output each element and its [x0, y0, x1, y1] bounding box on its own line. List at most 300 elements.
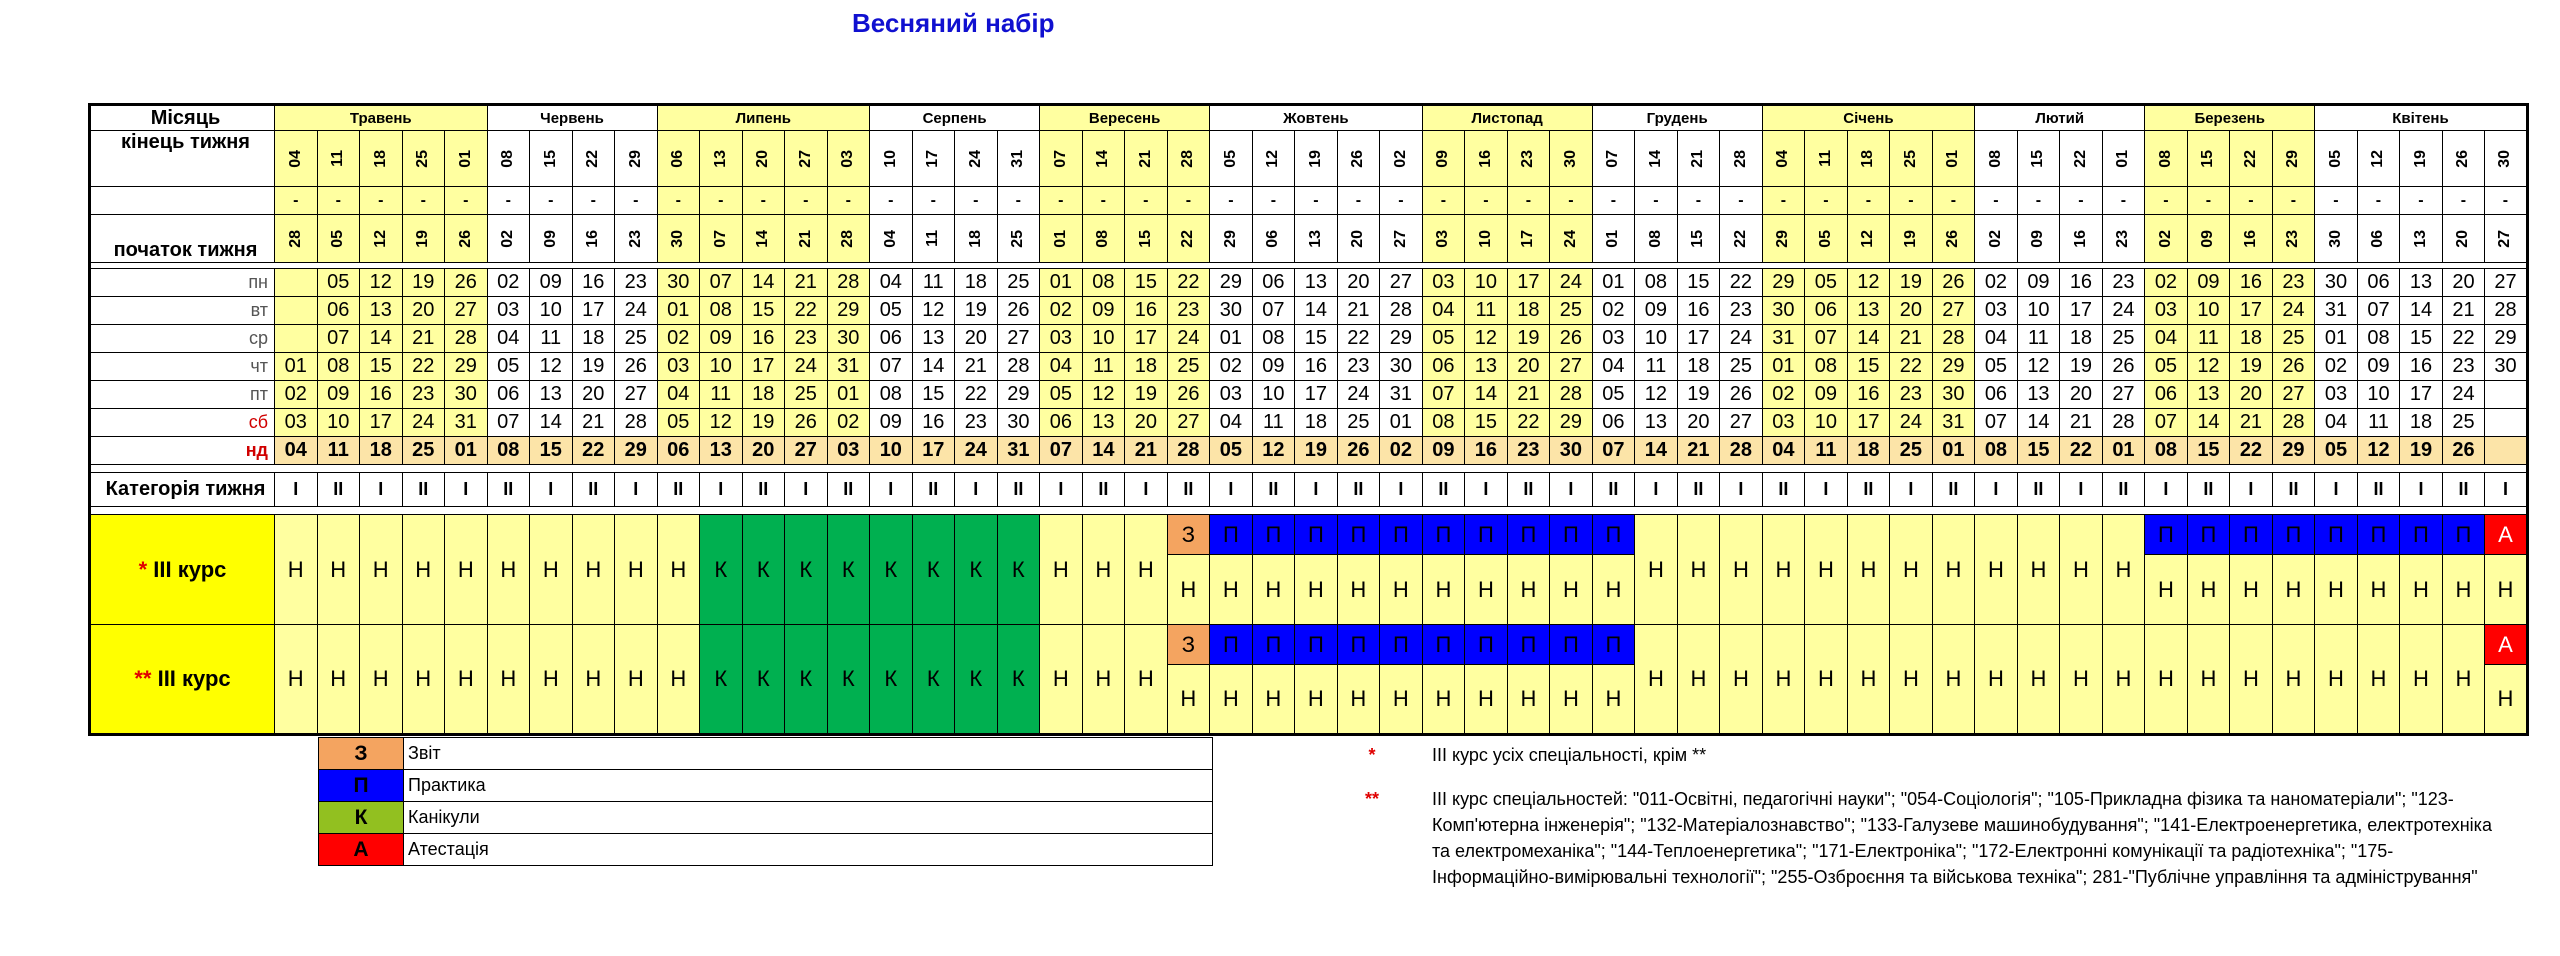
- week-start-cell: [1975, 215, 2018, 263]
- schedule-cell: Н: [657, 515, 700, 625]
- day-cell: 15: [1125, 269, 1168, 297]
- day-cell: 14: [2400, 297, 2443, 325]
- day-cell: 30: [1380, 353, 1423, 381]
- schedule-cell: Н: [2485, 555, 2528, 625]
- schedule-cell: Н: [1635, 515, 1678, 625]
- schedule-cell: П: [1592, 625, 1635, 665]
- day-cell: 02: [657, 325, 700, 353]
- day-cell: 09: [1422, 437, 1465, 465]
- schedule-cell: К: [785, 625, 828, 735]
- schedule-cell: Н: [1337, 555, 1380, 625]
- week-start-cell: [445, 215, 488, 263]
- day-cell: 22: [2442, 325, 2485, 353]
- week-dash-cell: -: [1380, 187, 1423, 215]
- week-end-value: 21: [1689, 149, 1707, 168]
- week-start-cell: [1210, 215, 1253, 263]
- day-cell: 03: [657, 353, 700, 381]
- day-cell: 04: [1040, 353, 1083, 381]
- week-start-cell: [487, 215, 530, 263]
- schedule-cell: Н: [2060, 625, 2103, 735]
- day-cell: 21: [1890, 325, 1933, 353]
- schedule-cell: Н: [2400, 625, 2443, 735]
- day-cell: 30: [827, 325, 870, 353]
- schedule-cell: К: [700, 515, 743, 625]
- week-start-cell: [657, 215, 700, 263]
- week-start-cell: [1592, 215, 1635, 263]
- week-end-value: 14: [1646, 149, 1664, 168]
- day-cell: 02: [2145, 269, 2188, 297]
- day-cell: [2485, 437, 2528, 465]
- day-cell: 04: [1210, 409, 1253, 437]
- day-cell: 26: [1337, 437, 1380, 465]
- schedule-cell: Н: [2315, 555, 2358, 625]
- day-cell: 15: [1677, 269, 1720, 297]
- day-cell: 12: [1082, 381, 1125, 409]
- schedule-cell: К: [827, 515, 870, 625]
- day-cell: 29: [1380, 325, 1423, 353]
- day-cell: 12: [2017, 353, 2060, 381]
- schedule-cell: Н: [2442, 555, 2485, 625]
- week-end-cell: [1040, 131, 1083, 187]
- day-cell: 12: [1252, 437, 1295, 465]
- day-cell: 06: [870, 325, 913, 353]
- day-cell: 09: [1635, 297, 1678, 325]
- week-end-value: 16: [1476, 149, 1494, 168]
- week-end-value: 29: [626, 149, 644, 168]
- footnote: [1352, 742, 2502, 768]
- day-cell: 23: [615, 269, 658, 297]
- day-cell: 14: [1847, 325, 1890, 353]
- week-end-cell: [1762, 131, 1805, 187]
- day-cell: 05: [1210, 437, 1253, 465]
- day-cell: 07: [1422, 381, 1465, 409]
- week-end-value: 08: [499, 149, 517, 168]
- day-cell: 15: [2017, 437, 2060, 465]
- category-cell: I: [2315, 473, 2358, 507]
- category-cell: I: [870, 473, 913, 507]
- day-cell: 19: [2230, 353, 2273, 381]
- schedule-cell: Н: [572, 625, 615, 735]
- day-cell: 06: [2145, 381, 2188, 409]
- schedule-cell: П: [2145, 515, 2188, 555]
- category-cell: II: [1082, 473, 1125, 507]
- week-start-value: 11: [924, 230, 942, 247]
- week-start-value: 23: [2284, 229, 2302, 248]
- day-cell: 29: [827, 297, 870, 325]
- week-end-cell: [2187, 131, 2230, 187]
- week-end-value: 07: [1604, 149, 1622, 168]
- week-start-cell: [1252, 215, 1295, 263]
- day-cell: 24: [955, 437, 998, 465]
- week-dash-cell: -: [572, 187, 615, 215]
- schedule-cell: П: [2187, 515, 2230, 555]
- schedule-cell: Н: [1762, 625, 1805, 735]
- day-cell: 29: [1762, 269, 1805, 297]
- day-cell: 05: [1040, 381, 1083, 409]
- week-dash-cell: -: [2357, 187, 2400, 215]
- category-cell: I: [2145, 473, 2188, 507]
- schedule-cell: Н: [1932, 625, 1975, 735]
- schedule-cell: Н: [1380, 555, 1423, 625]
- week-start-value: 17: [1519, 229, 1537, 248]
- day-cell: 11: [1252, 409, 1295, 437]
- day-cell: 04: [487, 325, 530, 353]
- day-cell: 20: [1677, 409, 1720, 437]
- day-cell: 18: [2230, 325, 2273, 353]
- day-cell: 14: [1635, 437, 1678, 465]
- day-cell: 30: [2315, 269, 2358, 297]
- week-dash-cell: -: [2102, 187, 2145, 215]
- schedule-cell: Н: [1805, 515, 1848, 625]
- week-start-value: 27: [2496, 229, 2514, 248]
- week-start-cell: [2485, 215, 2528, 263]
- legend-code: К: [319, 802, 404, 834]
- schedule-cell: Н: [1762, 515, 1805, 625]
- day-cell: 08: [2145, 437, 2188, 465]
- day-cell: 07: [1040, 437, 1083, 465]
- schedule-cell: П: [1210, 625, 1253, 665]
- schedule-cell: Н: [445, 515, 488, 625]
- week-start-value: 23: [2114, 229, 2132, 248]
- week-dash-cell: -: [360, 187, 403, 215]
- schedule-cell: З: [1167, 515, 1210, 555]
- week-start-cell: [1082, 215, 1125, 263]
- schedule-cell: Н: [1125, 625, 1168, 735]
- day-cell: 09: [2017, 269, 2060, 297]
- course-name: III курс: [157, 666, 231, 691]
- category-cell: II: [487, 473, 530, 507]
- day-cell: 12: [360, 269, 403, 297]
- schedule-cell: Н: [275, 625, 318, 735]
- category-cell: II: [742, 473, 785, 507]
- week-start-cell: [2060, 215, 2103, 263]
- week-end-cell: [317, 131, 360, 187]
- day-cell: 03: [2315, 381, 2358, 409]
- category-cell: I: [530, 473, 573, 507]
- day-cell: 20: [1890, 297, 1933, 325]
- week-dash-cell: -: [2017, 187, 2060, 215]
- category-cell: I: [1975, 473, 2018, 507]
- month-cell: Травень: [275, 105, 488, 131]
- day-cell: 07: [2145, 409, 2188, 437]
- spacer: [90, 465, 2528, 473]
- day-cell: 14: [1082, 437, 1125, 465]
- day-cell: 19: [1677, 381, 1720, 409]
- week-start-row: [90, 215, 2528, 263]
- day-cell: 30: [997, 409, 1040, 437]
- day-cell: 01: [1380, 409, 1423, 437]
- legend-item: [319, 802, 1213, 834]
- schedule-cell: Н: [1720, 625, 1763, 735]
- day-cell: 30: [657, 269, 700, 297]
- week-end-value: 15: [2199, 149, 2217, 168]
- schedule-title-bar: [0, 8, 2560, 38]
- schedule-cell: Н: [2017, 625, 2060, 735]
- week-end-value: 05: [1221, 149, 1239, 168]
- day-cell: 17: [742, 353, 785, 381]
- day-cell: 31: [1380, 381, 1423, 409]
- day-cell: 12: [530, 353, 573, 381]
- week-end-value: 27: [796, 149, 814, 168]
- schedule-cell: Н: [1932, 515, 1975, 625]
- footnote-text: III курс спеціальностей: "011-Освітні, педагогічні науки"; "054-Соціологія"; "105-Прикладна фізика та наноматеріали"; "123-Комп'ютерна інженерія"; "132-Матеріалознавство"; "133-Галузеве машинобудування"; "141-Електроенергетика, електротехніка та електромеханіка"; "144-Теплоенергетика"; "171-Електроніка"; "172-Електронні комунікації та радіотехніка"; "175-Інформаційно-вимірювальні технології"; "255-Озброєння та військова техніка"; 281-"Публічне управління та адміністрування": [1432, 789, 2492, 887]
- week-end-cell: [1932, 131, 1975, 187]
- week-end-value: 19: [1306, 149, 1324, 168]
- day-cell: 24: [2272, 297, 2315, 325]
- week-dash-cell: -: [1422, 187, 1465, 215]
- week-dash-cell: -: [827, 187, 870, 215]
- footnotes: [1352, 742, 2502, 908]
- week-end-value: 26: [1349, 149, 1367, 168]
- day-cell: 10: [2187, 297, 2230, 325]
- day-cell: 23: [1890, 381, 1933, 409]
- day-cell: 13: [2187, 381, 2230, 409]
- schedule-cell: Н: [2272, 555, 2315, 625]
- day-cell: 25: [1167, 353, 1210, 381]
- week-start-value: 26: [1944, 229, 1962, 248]
- schedule-cell: Н: [657, 625, 700, 735]
- week-end-cell: [615, 131, 658, 187]
- day-cell: 11: [912, 269, 955, 297]
- schedule-cell: Н: [1847, 515, 1890, 625]
- schedule-cell: Н: [530, 625, 573, 735]
- week-start-cell: [2187, 215, 2230, 263]
- day-cell: 29: [615, 437, 658, 465]
- week-start-value: 16: [2071, 229, 2089, 248]
- week-end-cell: [402, 131, 445, 187]
- day-cell: 08: [1252, 325, 1295, 353]
- day-cell: 23: [1167, 297, 1210, 325]
- day-cell: 26: [2272, 353, 2315, 381]
- week-dash-cell: -: [1890, 187, 1933, 215]
- week-end-value: 14: [1094, 149, 1112, 168]
- day-cell: 17: [1507, 269, 1550, 297]
- day-row: [90, 269, 2528, 297]
- spacer-row: [90, 507, 2528, 515]
- schedule-cell: Н: [2102, 515, 2145, 625]
- week-dash-cell: -: [742, 187, 785, 215]
- week-end-value: 18: [371, 149, 389, 168]
- day-cell: 09: [870, 409, 913, 437]
- day-cell: 29: [2485, 325, 2528, 353]
- week-start-value: 23: [626, 229, 644, 248]
- day-cell: [275, 297, 318, 325]
- week-end-cell: [2102, 131, 2145, 187]
- day-cell: 08: [1805, 353, 1848, 381]
- category-cell: II: [2442, 473, 2485, 507]
- week-start-value: 05: [1816, 229, 1834, 248]
- week-dash-cell: -: [1125, 187, 1168, 215]
- week-dash-cell: -: [1295, 187, 1338, 215]
- week-end-value: 07: [1051, 149, 1069, 168]
- week-start-value: 10: [1476, 229, 1494, 248]
- day-cell: 22: [402, 353, 445, 381]
- day-cell: 19: [402, 269, 445, 297]
- day-cell: 15: [1465, 409, 1508, 437]
- day-cell: 27: [445, 297, 488, 325]
- month-row: [90, 105, 2528, 131]
- week-end-cell: [2400, 131, 2443, 187]
- day-cell: 28: [615, 409, 658, 437]
- day-cell: 26: [615, 353, 658, 381]
- day-cell: 08: [870, 381, 913, 409]
- day-cell: 03: [1975, 297, 2018, 325]
- schedule-cell: Н: [1805, 625, 1848, 735]
- day-cell: 06: [1422, 353, 1465, 381]
- schedule-cell: К: [997, 515, 1040, 625]
- day-cell: 27: [2485, 269, 2528, 297]
- day-cell: 17: [1677, 325, 1720, 353]
- day-cell: 19: [2060, 353, 2103, 381]
- week-dash-cell: -: [1805, 187, 1848, 215]
- week-start-value: 21: [796, 229, 814, 248]
- category-cell: I: [275, 473, 318, 507]
- day-cell: 03: [1040, 325, 1083, 353]
- week-end-cell: [1337, 131, 1380, 187]
- day-cell: 24: [402, 409, 445, 437]
- day-cell: 25: [1720, 353, 1763, 381]
- day-cell: 13: [2017, 381, 2060, 409]
- week-end-cell: [275, 131, 318, 187]
- schedule-cell: П: [2400, 515, 2443, 555]
- week-start-cell: [1932, 215, 1975, 263]
- day-cell: 22: [1167, 269, 1210, 297]
- day-cell: 09: [317, 381, 360, 409]
- day-cell: 09: [1805, 381, 1848, 409]
- day-cell: 07: [317, 325, 360, 353]
- day-cell: 04: [1975, 325, 2018, 353]
- schedule-cell: Н: [1082, 625, 1125, 735]
- day-cell: 13: [700, 437, 743, 465]
- day-cell: 17: [2400, 381, 2443, 409]
- week-start-value: 29: [1221, 229, 1239, 248]
- day-row: [90, 353, 2528, 381]
- schedule-cell: Н: [1507, 665, 1550, 735]
- week-dash-label: [90, 187, 275, 215]
- week-end-cell: [1550, 131, 1593, 187]
- day-cell: 21: [1677, 437, 1720, 465]
- week-start-cell: [1847, 215, 1890, 263]
- day-cell: 09: [1082, 297, 1125, 325]
- day-cell: 10: [700, 353, 743, 381]
- day-cell: 20: [402, 297, 445, 325]
- schedule-cell: Н: [1167, 665, 1210, 735]
- schedule-cell: П: [1550, 515, 1593, 555]
- week-start-value: 30: [669, 229, 687, 248]
- week-start-cell: [1890, 215, 1933, 263]
- day-cell: 02: [827, 409, 870, 437]
- week-end-cell: [870, 131, 913, 187]
- week-end-cell: [1295, 131, 1338, 187]
- schedule-grid: [88, 103, 2529, 736]
- day-cell: 11: [700, 381, 743, 409]
- week-dash-cell: -: [317, 187, 360, 215]
- week-start-value: 02: [1986, 229, 2004, 248]
- week-end-value: 11: [1816, 150, 1834, 167]
- day-cell: 06: [1040, 409, 1083, 437]
- week-end-cell: [912, 131, 955, 187]
- week-end-cell: [1592, 131, 1635, 187]
- week-dash-cell: -: [2060, 187, 2103, 215]
- day-cell: 07: [1252, 297, 1295, 325]
- week-end-value: 10: [881, 149, 899, 168]
- category-cell: II: [1847, 473, 1890, 507]
- day-cell: 04: [2315, 409, 2358, 437]
- schedule-cell: П: [1252, 515, 1295, 555]
- day-cell: 22: [2230, 437, 2273, 465]
- week-end-cell: [1975, 131, 2018, 187]
- day-cell: 26: [997, 297, 1040, 325]
- schedule-cell: Н: [1550, 665, 1593, 735]
- week-dash-cell: -: [1635, 187, 1678, 215]
- week-start-value: 13: [1306, 229, 1324, 248]
- day-cell: 24: [615, 297, 658, 325]
- day-cell: 16: [1465, 437, 1508, 465]
- day-cell: 27: [785, 437, 828, 465]
- day-cell: 09: [2187, 269, 2230, 297]
- course-label: [90, 625, 275, 735]
- schedule-cell: Н: [2017, 515, 2060, 625]
- week-end-cell: [2272, 131, 2315, 187]
- schedule-cell: К: [997, 625, 1040, 735]
- day-cell: 08: [1082, 269, 1125, 297]
- week-end-value: 06: [669, 149, 687, 168]
- category-cell: II: [1167, 473, 1210, 507]
- week-start-cell: [2145, 215, 2188, 263]
- footnote-mark: *: [1368, 745, 1376, 765]
- day-cell: 10: [1805, 409, 1848, 437]
- week-start-cell: [1635, 215, 1678, 263]
- day-cell: 04: [1592, 353, 1635, 381]
- month-cell: Вересень: [1040, 105, 1210, 131]
- day-cell: 28: [445, 325, 488, 353]
- month-cell: Лютий: [1975, 105, 2145, 131]
- week-start-cell: [955, 215, 998, 263]
- day-cell: 17: [1847, 409, 1890, 437]
- week-dash-cell: -: [487, 187, 530, 215]
- day-cell: 25: [785, 381, 828, 409]
- day-cell: 21: [402, 325, 445, 353]
- day-cell: 19: [742, 409, 785, 437]
- schedule-cell: П: [1252, 625, 1295, 665]
- day-cell: 28: [2485, 297, 2528, 325]
- week-start-cell: [1507, 215, 1550, 263]
- footnote: [1352, 786, 2502, 890]
- schedule-cell: Н: [2357, 625, 2400, 735]
- day-cell: 03: [2145, 297, 2188, 325]
- day-cell: 05: [870, 297, 913, 325]
- day-cell: 18: [1507, 297, 1550, 325]
- week-start-cell: [700, 215, 743, 263]
- schedule-cell: Н: [1422, 665, 1465, 735]
- schedule-cell: Н: [402, 625, 445, 735]
- day-cell: 15: [2187, 437, 2230, 465]
- week-start-cell: [2400, 215, 2443, 263]
- day-cell: 25: [1337, 409, 1380, 437]
- day-row: [90, 381, 2528, 409]
- week-end-cell: [1422, 131, 1465, 187]
- week-dash-cell: -: [1167, 187, 1210, 215]
- day-cell: 12: [1635, 381, 1678, 409]
- week-dash-cell: -: [1040, 187, 1083, 215]
- week-end-cell: [2145, 131, 2188, 187]
- day-cell: 25: [402, 437, 445, 465]
- day-cell: 05: [1805, 269, 1848, 297]
- day-cell: 13: [1847, 297, 1890, 325]
- day-cell: 09: [1252, 353, 1295, 381]
- day-cell: 31: [1762, 325, 1805, 353]
- week-end-label: кінець тижня: [90, 131, 275, 187]
